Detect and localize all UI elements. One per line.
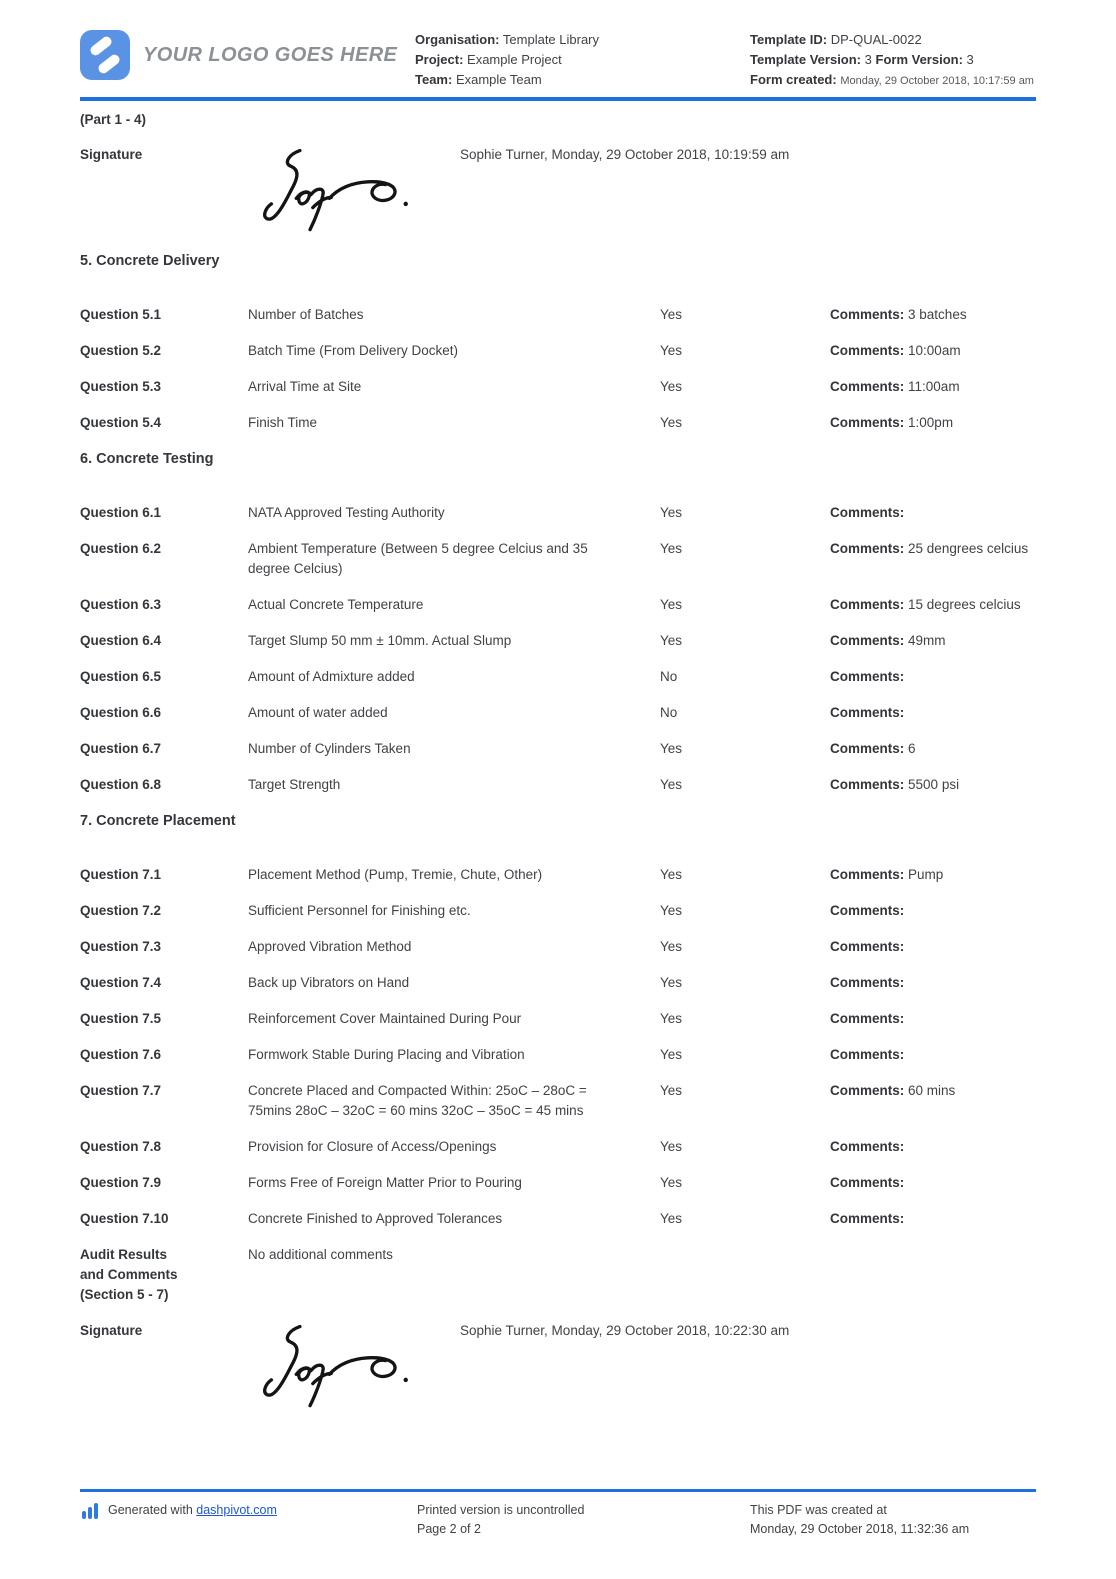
comments-label: Comments: [830,505,905,520]
question-row [80,341,1036,361]
dashpivot-bars-icon [82,1503,100,1519]
form-created-value: Monday, 29 October 2018, 10:17:59 am [840,75,1034,87]
question-answer: Yes [660,939,683,954]
question-answer: Yes [660,1211,683,1226]
question-comments [830,775,1036,795]
comment-value: 15 degrees celcius [908,597,1021,612]
question-section [80,251,1036,433]
question-number: Question 7.5 [80,1011,162,1026]
question-text: Approved Vibration Method [248,939,412,954]
question-text: Concrete Placed and Compacted Within: 25oC – 28oC = 75mins 28oC – 32oC = 60 mins 32oC – 35oC = 45 mins [248,1083,587,1118]
comment-value: Pump [908,867,944,882]
question-comments [830,1173,1036,1193]
logo-placeholder-text: YOUR LOGO GOES HERE [143,43,398,66]
question-answer: Yes [660,597,683,612]
question-comments [830,503,1036,523]
organisation-value: Template Library [502,32,600,47]
section-rows [80,865,1036,1229]
comments-label: Comments: [830,903,905,918]
comment-value: 3 batches [908,307,967,322]
team-value: Example Team [455,72,542,87]
section-rows [80,305,1036,433]
question-section [80,449,1036,795]
question-number: Question 6.7 [80,741,162,756]
project-line [415,50,750,70]
section-title: 7. Concrete Placement [80,813,236,829]
question-number: Question 6.3 [80,597,162,612]
question-answer: Yes [660,505,683,520]
signature-label: Signature [80,147,143,162]
question-answer: Yes [660,1139,683,1154]
comments-label: Comments: [830,705,905,720]
question-row [80,305,1036,325]
question-comments [830,1137,1036,1157]
question-comments [830,341,1036,361]
comments-label: Comments: [830,597,905,612]
comments-label: Comments: [830,777,905,792]
question-text: Target Slump 50 mm ± 10mm. Actual Slump [248,633,512,648]
question-row [80,901,1036,921]
question-row [80,937,1036,957]
question-number: Question 5.1 [80,307,162,322]
question-text: Target Strength [248,777,341,792]
question-comments [830,305,1036,325]
question-text: Arrival Time at Site [248,379,362,394]
comments-label: Comments: [830,867,905,882]
comments-label: Comments: [830,1047,905,1062]
comment-value: 11:00am [908,379,960,394]
question-row [80,539,1036,579]
form-created-line [750,70,1036,90]
question-number: Question 6.1 [80,505,162,520]
question-comments [830,631,1036,651]
section-title: 6. Concrete Testing [80,451,214,467]
comments-label: Comments: [830,669,905,684]
question-answer: No [660,669,678,684]
question-comments [830,377,1036,397]
question-text: Placement Method (Pump, Tremie, Chute, Other) [248,867,543,882]
template-id-value: DP-QUAL-0022 [830,32,922,47]
question-number: Question 6.8 [80,777,162,792]
header-meta-left [415,30,750,90]
template-version-value: 3 [864,52,872,67]
question-answer: Yes [660,415,683,430]
question-row [80,1009,1036,1029]
header-meta-right [750,30,1036,90]
footer-created [750,1501,1036,1539]
signature-signed-by: Sophie Turner, Monday, 29 October 2018, 10:19:59 am [460,147,790,162]
question-comments [830,865,1036,885]
question-text: Provision for Closure of Access/Openings [248,1139,497,1154]
signature-image-wrap [248,1321,460,1413]
question-row [80,503,1036,523]
question-section [80,811,1036,1229]
question-text: Amount of Admixture added [248,669,415,684]
handwritten-signature-image [256,145,434,237]
question-number: Question 5.2 [80,343,162,358]
question-row [80,667,1036,687]
generated-with-text: Generated with [108,1503,193,1517]
question-text: Number of Batches [248,307,364,322]
signature-image-wrap [248,145,460,237]
question-text: Batch Time (From Delivery Docket) [248,343,459,358]
question-number: Question 7.4 [80,975,162,990]
page-number: Page 2 of 2 [417,1522,481,1536]
footer-divider [80,1489,1036,1492]
question-row [80,703,1036,723]
question-answer: Yes [660,1175,683,1190]
question-number: Question 7.3 [80,939,162,954]
template-version-label: Template Version: [750,52,862,67]
question-number: Question 6.2 [80,541,162,556]
footer-generated [80,1501,417,1539]
company-logo-icon [80,30,130,80]
comment-value: 25 dengrees celcius [908,541,1029,556]
comment-value: 10:00am [908,343,961,358]
comments-label: Comments: [830,975,905,990]
document-header [80,0,1036,90]
question-answer: Yes [660,343,683,358]
comments-label: Comments: [830,415,905,430]
organisation-label: Organisation: [415,32,500,47]
question-row [80,739,1036,759]
question-comments [830,739,1036,759]
question-text: Actual Concrete Temperature [248,597,424,612]
part-heading: (Part 1 - 4) [80,112,147,127]
comment-value: 60 mins [908,1083,956,1098]
question-answer: Yes [660,903,683,918]
question-text: Concrete Finished to Approved Tolerances [248,1211,503,1226]
comments-label: Comments: [830,633,905,648]
question-text: NATA Approved Testing Authority [248,505,445,520]
question-text: Amount of water added [248,705,388,720]
comments-label: Comments: [830,1211,905,1226]
question-text: Forms Free of Foreign Matter Prior to Pouring [248,1175,522,1190]
audit-results-value: No additional comments [248,1247,393,1262]
question-comments [830,901,1036,921]
sections [80,251,1036,1229]
question-answer: Yes [660,867,683,882]
question-comments [830,937,1036,957]
question-answer: Yes [660,1047,683,1062]
section-title: 5. Concrete Delivery [80,253,220,269]
question-comments [830,703,1036,723]
question-number: Question 6.5 [80,669,162,684]
question-row [80,1081,1036,1121]
comments-label: Comments: [830,1175,905,1190]
comment-value: 5500 psi [908,777,960,792]
question-comments [830,1209,1036,1229]
organisation-line [415,30,750,50]
signature-block-bottom [80,1321,1036,1413]
question-row [80,1173,1036,1193]
versions-line [750,50,1036,70]
signature-signed-by: Sophie Turner, Monday, 29 October 2018, 10:22:30 am [460,1323,790,1338]
question-answer: Yes [660,1083,683,1098]
signature-block-top [80,145,1036,237]
question-comments [830,1009,1036,1029]
question-number: Question 6.4 [80,633,162,648]
signature-label: Signature [80,1323,143,1338]
comments-label: Comments: [830,541,905,556]
question-row [80,865,1036,885]
uncontrolled-note: Printed version is uncontrolled [417,1503,585,1517]
template-id-label: Template ID: [750,32,828,47]
question-text: Formwork Stable During Placing and Vibration [248,1047,525,1062]
form-version-value: 3 [966,52,974,67]
question-row [80,631,1036,651]
question-answer: Yes [660,741,683,756]
comments-label: Comments: [830,343,905,358]
comments-label: Comments: [830,1011,905,1026]
question-comments [830,539,1036,559]
question-text: Reinforcement Cover Maintained During Pour [248,1011,522,1026]
pdf-created-timestamp: Monday, 29 October 2018, 11:32:36 am [750,1522,970,1536]
comments-label: Comments: [830,939,905,954]
question-text: Ambient Temperature (Between 5 degree Celcius and 35 degree Celcius) [248,541,588,576]
question-text: Finish Time [248,415,318,430]
question-row [80,595,1036,615]
pdf-created-label: This PDF was created at [750,1503,887,1517]
question-answer: Yes [660,975,683,990]
question-number: Question 5.3 [80,379,162,394]
comment-value: 6 [908,741,916,756]
question-row [80,377,1036,397]
handwritten-signature-image [256,1321,434,1413]
question-row [80,1209,1036,1229]
question-comments [830,1081,1036,1101]
team-label: Team: [415,72,453,87]
question-text: Number of Cylinders Taken [248,741,411,756]
question-row [80,1137,1036,1157]
comments-label: Comments: [830,741,905,756]
question-answer: Yes [660,777,683,792]
question-comments [830,973,1036,993]
audit-results-label: Audit Results and Comments (Section 5 - 7) [80,1247,178,1302]
logo-block [80,30,415,80]
dashpivot-link[interactable]: dashpivot.com [196,1503,277,1517]
comments-label: Comments: [830,379,905,394]
question-row [80,775,1036,795]
question-number: Question 7.9 [80,1175,162,1190]
project-value: Example Project [467,52,562,67]
header-divider [80,97,1036,101]
question-answer: No [660,705,678,720]
question-answer: Yes [660,307,683,322]
question-row [80,413,1036,433]
template-id-line [750,30,1036,50]
form-created-label: Form created: [750,72,837,87]
project-label: Project: [415,52,464,67]
question-text: Sufficient Personnel for Finishing etc. [248,903,471,918]
question-number: Question 5.4 [80,415,162,430]
question-number: Question 7.1 [80,867,162,882]
question-answer: Yes [660,1011,683,1026]
footer-center [417,1501,750,1539]
comments-label: Comments: [830,1139,905,1154]
question-number: Question 7.7 [80,1083,162,1098]
question-number: Question 7.8 [80,1139,162,1154]
question-comments [830,413,1036,433]
question-row [80,1045,1036,1065]
document-footer [80,1489,1036,1539]
team-line [415,70,750,90]
question-answer: Yes [660,633,683,648]
question-number: Question 7.6 [80,1047,162,1062]
section-rows [80,503,1036,795]
question-answer: Yes [660,379,683,394]
form-version-label: Form Version: [875,52,963,67]
question-number: Question 6.6 [80,705,162,720]
question-row [80,973,1036,993]
question-number: Question 7.10 [80,1211,169,1226]
question-comments [830,667,1036,687]
question-number: Question 7.2 [80,903,162,918]
comment-value: 49mm [908,633,946,648]
question-text: Back up Vibrators on Hand [248,975,410,990]
question-comments [830,1045,1036,1065]
comments-label: Comments: [830,1083,905,1098]
question-comments [830,595,1036,615]
comments-label: Comments: [830,307,905,322]
question-answer: Yes [660,541,683,556]
comment-value: 1:00pm [908,415,954,430]
audit-results-row [80,1245,1036,1305]
